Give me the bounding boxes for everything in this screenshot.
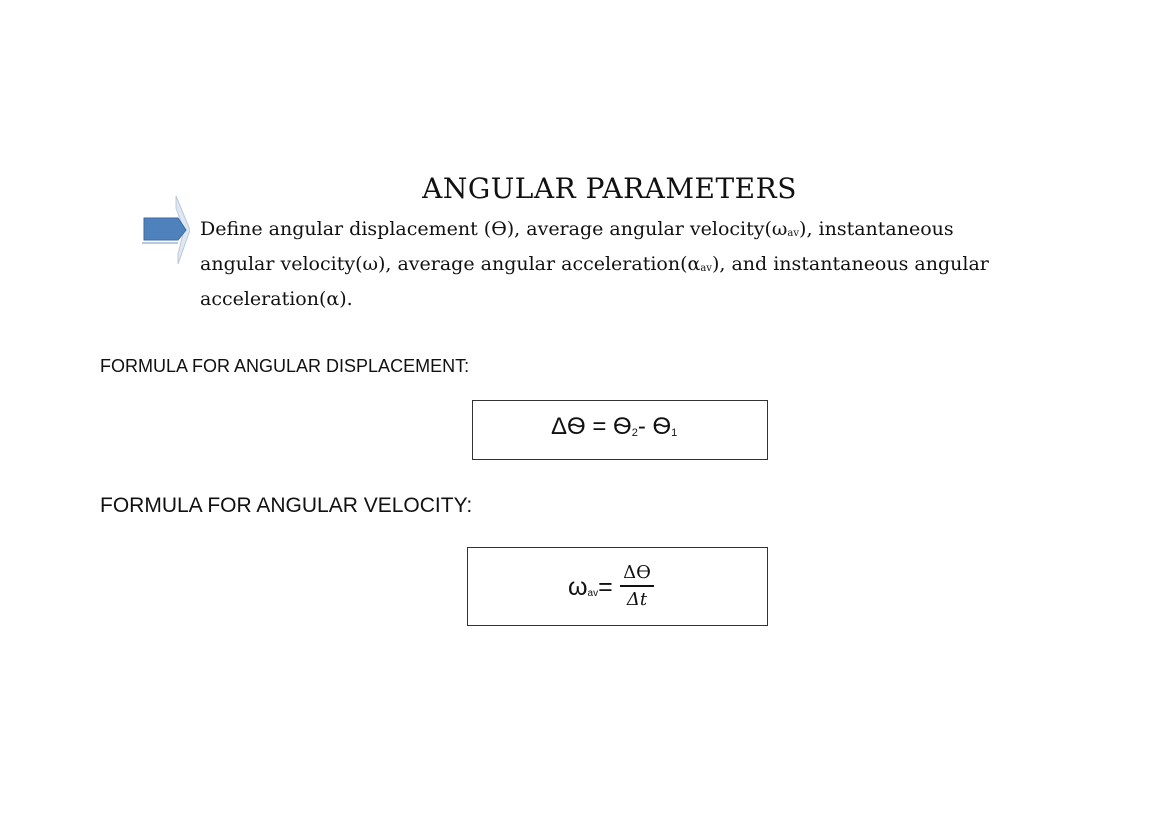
displacement-formula-left: ΔѲ = Ѳ (551, 413, 632, 440)
fraction-denominator: Δt (626, 589, 648, 610)
displacement-heading: FORMULA FOR ANGULAR DISPLACEMENT: (100, 356, 470, 376)
displacement-subscript-2: 2 (631, 427, 638, 439)
learning-objective (200, 214, 990, 314)
displacement-formula-mid: - Ѳ (637, 413, 672, 440)
arrow-bullet-icon (138, 192, 190, 268)
fraction-bar (620, 585, 654, 587)
displacement-formula (551, 413, 677, 441)
omega-symbol: ω (568, 573, 588, 601)
objective-subscript-1: av (787, 228, 800, 239)
velocity-formula-box (467, 547, 768, 626)
velocity-heading: FORMULA FOR ANGULAR VELOCITY: (100, 494, 473, 517)
objective-text-3: ), and instantaneous angular acceleration(α). (200, 253, 989, 310)
equals-sign: = (598, 573, 613, 601)
displacement-formula-box (472, 400, 768, 460)
objective-text-2: ), instantaneous angular velocity(ω), average angular acceleration(α (200, 218, 954, 275)
fraction-numerator: ΔѲ (623, 562, 651, 583)
velocity-fraction (620, 562, 654, 611)
page-title: ANGULAR PARAMETERS (422, 172, 797, 205)
displacement-subscript-1: 1 (671, 427, 678, 439)
omega-subscript: av (587, 588, 599, 599)
velocity-lhs (568, 573, 613, 602)
objective-subscript-2: av (700, 263, 712, 274)
objective-text-1: Define angular displacement (Ѳ), average angular velocity(ω (200, 218, 788, 240)
